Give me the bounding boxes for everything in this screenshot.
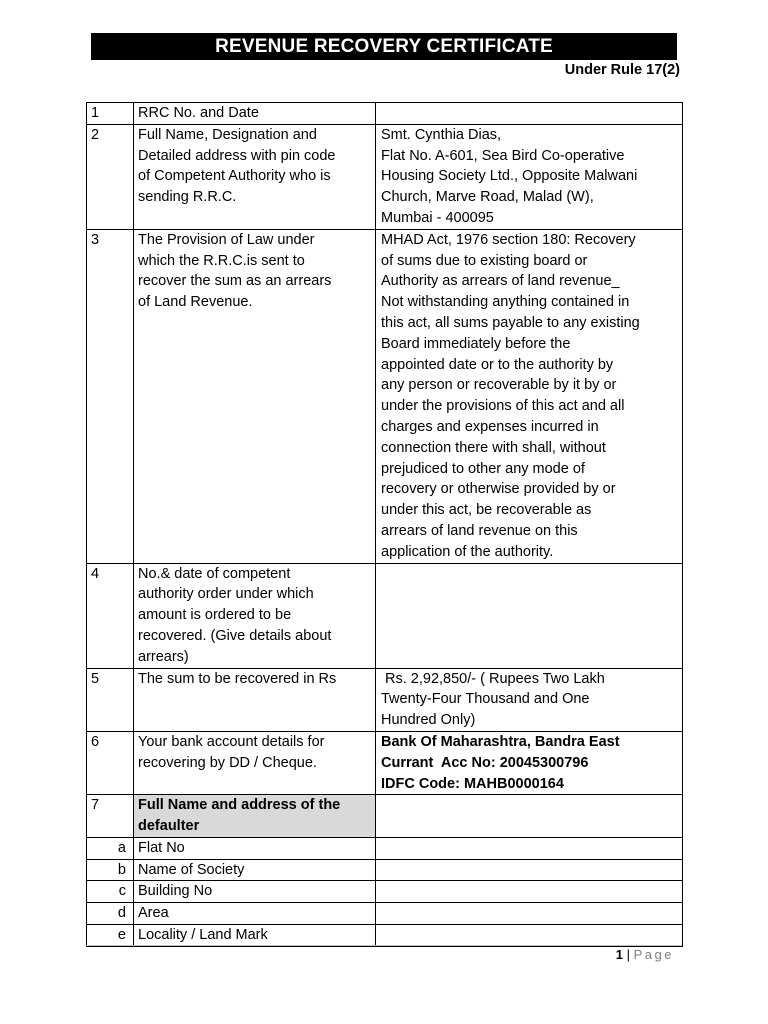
value-line: IDFC Code: MAHB0000164 bbox=[381, 775, 564, 792]
sub-row-letter: d bbox=[87, 903, 134, 925]
table-row bbox=[87, 859, 683, 881]
label-line: RRC No. and Date bbox=[138, 105, 259, 121]
row-number: 2 bbox=[87, 124, 134, 229]
sub-row-letter: c bbox=[87, 881, 134, 903]
table-row bbox=[87, 925, 683, 947]
row-number: 5 bbox=[87, 668, 134, 731]
table-row bbox=[87, 881, 683, 903]
table-row bbox=[87, 124, 683, 229]
page-number: 1 bbox=[615, 947, 624, 962]
value-line: Not withstanding anything contained in bbox=[381, 294, 630, 311]
value-line: under the provisions of this act and all bbox=[381, 398, 625, 415]
label-line: No.& date of competent bbox=[138, 565, 291, 582]
label-line: sending R.R.C. bbox=[138, 189, 237, 206]
row-value bbox=[376, 124, 683, 229]
table-row bbox=[87, 668, 683, 731]
row-label bbox=[134, 668, 376, 731]
label-line: Detailed address with pin code bbox=[138, 147, 336, 164]
label-line: amount is ordered to be bbox=[138, 607, 292, 624]
page-separator: | bbox=[623, 947, 634, 962]
value-line: Currant Acc No: 20045300796 bbox=[381, 754, 589, 771]
row-number: 3 bbox=[87, 229, 134, 563]
sub-row-value bbox=[376, 881, 683, 903]
label-line: Full Name, Designation and bbox=[138, 126, 317, 143]
value-line: Mumbai - 400095 bbox=[381, 209, 494, 226]
value-line: Hundred Only) bbox=[381, 712, 476, 729]
rule-subtitle: Under Rule 17(2) bbox=[564, 62, 680, 78]
row-value bbox=[376, 795, 683, 838]
row-value bbox=[376, 563, 683, 668]
label-line: The Provision of Law under bbox=[138, 231, 315, 248]
row-label bbox=[134, 103, 376, 125]
value-line: Church, Marve Road, Malad (W), bbox=[381, 189, 594, 206]
value-line: arrears of land revenue on this bbox=[381, 522, 578, 539]
value-line: Bank Of Maharashtra, Bandra East bbox=[381, 733, 620, 750]
label-line: recover the sum as an arrears bbox=[138, 273, 332, 290]
value-line: MHAD Act, 1976 section 180: Recovery bbox=[381, 231, 636, 248]
certificate-table bbox=[86, 102, 683, 947]
label-line: arrears) bbox=[138, 648, 189, 665]
value-line: connection there with shall, without bbox=[381, 439, 606, 456]
row-number: 4 bbox=[87, 563, 134, 668]
table-row bbox=[87, 229, 683, 563]
sub-row-label: Flat No bbox=[134, 837, 376, 859]
row-label bbox=[134, 731, 376, 794]
label-line: which the R.R.C.is sent to bbox=[138, 252, 305, 269]
value-line: any person or recoverable by it by or bbox=[381, 377, 617, 394]
row-number: 7 bbox=[87, 795, 134, 838]
value-line: under this act, be recoverable as bbox=[381, 502, 592, 519]
sub-row-letter: b bbox=[87, 859, 134, 881]
value-line: this act, all sums payable to any existing bbox=[381, 314, 640, 331]
table-row bbox=[87, 563, 683, 668]
row-value bbox=[376, 731, 683, 794]
value-line: appointed date or to the authority by bbox=[381, 356, 614, 373]
sub-row-label: Locality / Land Mark bbox=[134, 925, 376, 947]
value-line: Smt. Cynthia Dias, bbox=[381, 126, 502, 143]
table-row bbox=[87, 903, 683, 925]
sub-row-label: Building No bbox=[134, 881, 376, 903]
table-row bbox=[87, 795, 683, 838]
label-line: authority order under which bbox=[138, 586, 314, 603]
value-line: charges and expenses incurred in bbox=[381, 418, 599, 435]
label-line: recovered. (Give details about bbox=[138, 627, 332, 644]
label-line: defaulter bbox=[138, 818, 200, 835]
row-value bbox=[376, 103, 683, 125]
label-line: Full Name and address of the bbox=[138, 797, 341, 814]
label-line: of Land Revenue. bbox=[138, 294, 253, 311]
table-row bbox=[87, 837, 683, 859]
value-line: Flat No. A-601, Sea Bird Co-operative bbox=[381, 147, 625, 164]
sub-row-value bbox=[376, 859, 683, 881]
document-title: REVENUE RECOVERY CERTIFICATE bbox=[91, 33, 677, 60]
value-line: recovery or otherwise provided by or bbox=[381, 481, 616, 498]
value-line: Rs. 2,92,850/- ( Rupees Two Lakh bbox=[381, 670, 605, 687]
row-number: 6 bbox=[87, 731, 134, 794]
footer-divider bbox=[86, 945, 682, 946]
sub-row-value bbox=[376, 837, 683, 859]
page-label: Page bbox=[633, 947, 674, 962]
value-line: Board immediately before the bbox=[381, 335, 571, 352]
label-line: The sum to be recovered in Rs bbox=[138, 670, 337, 687]
value-line: application of the authority. bbox=[381, 543, 554, 560]
row-number: 1 bbox=[87, 103, 134, 125]
row-label bbox=[134, 229, 376, 563]
sub-row-label: Name of Society bbox=[134, 859, 376, 881]
row-label bbox=[134, 124, 376, 229]
page-footer bbox=[616, 947, 674, 962]
row-value bbox=[376, 668, 683, 731]
sub-row-value bbox=[376, 903, 683, 925]
label-line: recovering by DD / Cheque. bbox=[138, 754, 317, 771]
label-line: Your bank account details for bbox=[138, 733, 325, 750]
value-line: Authority as arrears of land revenue_ bbox=[381, 273, 620, 290]
label-line: of Competent Authority who is bbox=[138, 168, 331, 185]
value-line: prejudiced to other any mode of bbox=[381, 460, 585, 477]
sub-row-letter: e bbox=[87, 925, 134, 947]
row-label bbox=[134, 563, 376, 668]
table-row bbox=[87, 103, 683, 125]
value-line: Housing Society Ltd., Opposite Malwani bbox=[381, 168, 638, 185]
sub-row-label: Area bbox=[134, 903, 376, 925]
table-row bbox=[87, 731, 683, 794]
row-label bbox=[134, 795, 376, 838]
row-value bbox=[376, 229, 683, 563]
value-line: Twenty-Four Thousand and One bbox=[381, 691, 590, 708]
value-line: of sums due to existing board or bbox=[381, 252, 588, 269]
sub-row-value bbox=[376, 925, 683, 947]
sub-row-letter: a bbox=[87, 837, 134, 859]
